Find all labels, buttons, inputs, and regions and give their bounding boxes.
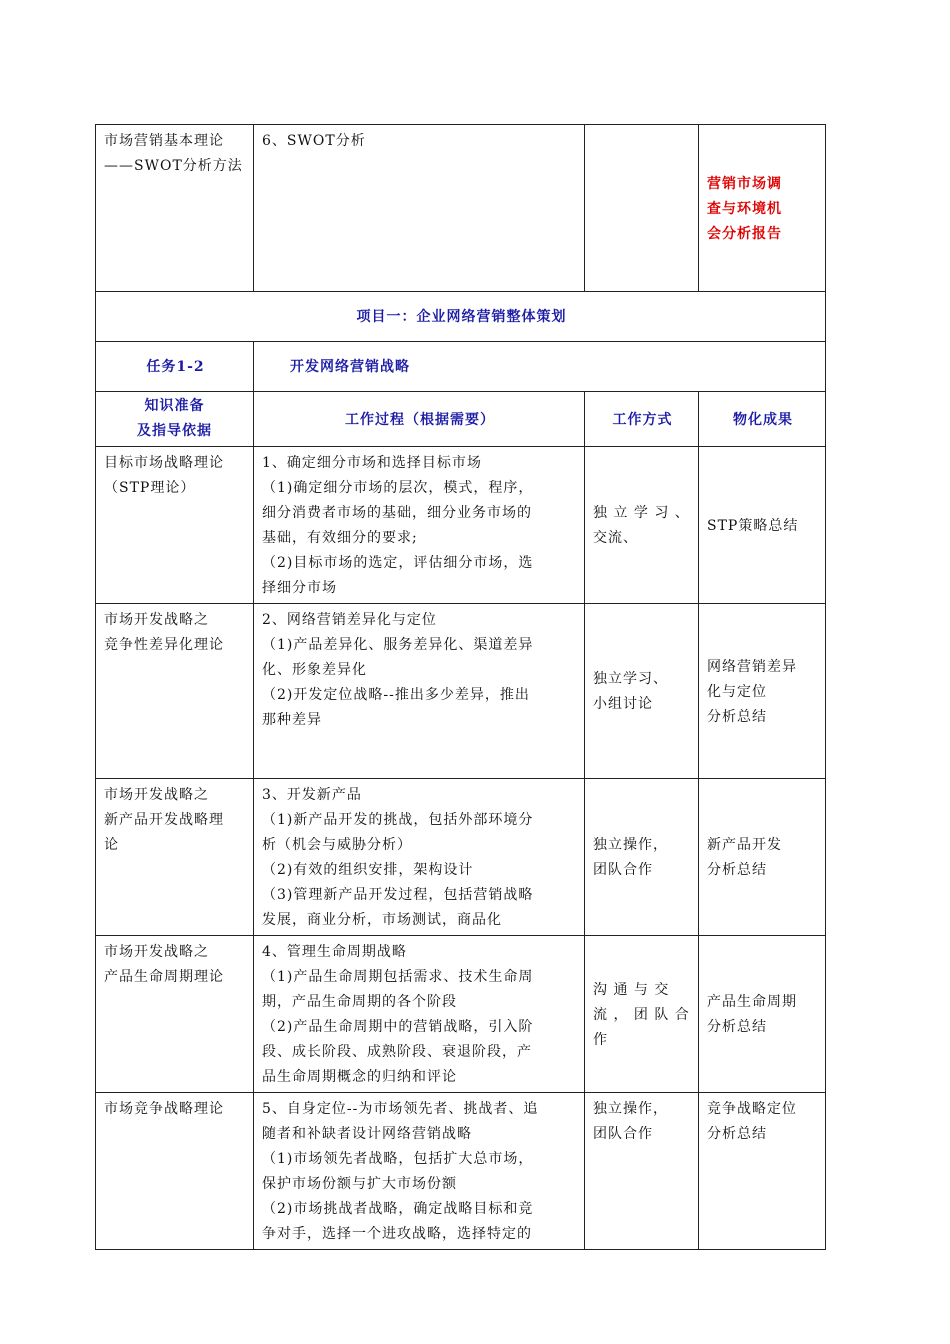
process-line: 随者和补缺者设计网络营销战略 — [262, 1126, 472, 1142]
process-line: 析（机会与威胁分析） — [262, 837, 412, 853]
process-line: 择细分市场 — [262, 580, 337, 596]
result-cell-report — [699, 125, 826, 292]
result-line: 网络营销差异 — [707, 658, 797, 675]
process-line: 争对手，选择一个进攻战略，选择特定的 — [262, 1226, 532, 1242]
process-cell — [254, 779, 585, 936]
process-line: 化、形象差异化 — [262, 662, 367, 678]
method-line: 沟 通 与 交 — [593, 981, 670, 998]
method-cell — [585, 1093, 699, 1250]
basis-line: 市场竞争战略理论 — [104, 1101, 224, 1117]
basis-line: ——SWOT分析方法 — [104, 158, 243, 174]
process-line: 2、网络营销差异化与定位 — [262, 612, 437, 628]
table-row-swot — [96, 125, 826, 292]
method-cell — [585, 779, 699, 936]
basis-line: 市场开发战略之 — [104, 787, 209, 803]
header-result: 物化成果 — [699, 392, 826, 447]
process-line: （2)目标市场的选定，评估细分市场，选 — [262, 555, 534, 571]
process-line: 6、SWOT分析 — [262, 133, 366, 149]
result-line: STP策略总结 — [707, 517, 799, 534]
process-line: 发展，商业分析，市场测试，商品化 — [262, 912, 502, 928]
result-line: 新产品开发 — [707, 837, 782, 853]
process-cell — [254, 936, 585, 1093]
result-cell — [699, 604, 826, 779]
method-line: 团队合作 — [593, 1126, 653, 1142]
process-line: （1)市场领先者战略，包括扩大总市场， — [262, 1151, 534, 1167]
basis-cell — [96, 125, 254, 292]
method-line: 独 立 学 习 、 — [593, 505, 690, 521]
result-line: 会分析报告 — [707, 225, 782, 242]
method-line: 流 ， 团 队 合 — [593, 1006, 690, 1023]
method-cell — [585, 447, 699, 604]
basis-line: 论 — [104, 837, 119, 853]
result-line: 化与定位 — [707, 683, 767, 700]
result-line: 营销市场调 — [707, 175, 782, 192]
method-line: 团队合作 — [593, 862, 653, 878]
project-title-row — [96, 292, 826, 342]
result-cell — [699, 779, 826, 936]
method-line: 独立操作， — [593, 837, 668, 853]
result-line: 竞争战略定位 — [707, 1101, 797, 1117]
header-basis-line: 知识准备 — [144, 398, 205, 414]
method-line: 作 — [593, 1031, 608, 1048]
basis-line: 目标市场战略理论 — [104, 455, 224, 471]
result-line: 查与环境机 — [707, 200, 782, 217]
method-line: 小组讨论 — [593, 696, 653, 712]
result-line: 分析总结 — [707, 1126, 767, 1142]
table-row — [96, 1093, 826, 1250]
table-row — [96, 779, 826, 936]
method-line: 独立学习、 — [593, 671, 668, 687]
process-cell — [254, 125, 585, 292]
project-title: 项目一：企业网络营销整体策划 — [96, 292, 826, 342]
basis-cell — [96, 604, 254, 779]
header-basis-line: 及指导依据 — [137, 423, 212, 439]
process-line: 4、管理生命周期战略 — [262, 944, 407, 960]
basis-line: （STP理论） — [104, 480, 196, 496]
process-line: 那种差异 — [262, 712, 322, 728]
result-cell — [699, 936, 826, 1093]
result-cell — [699, 1093, 826, 1250]
header-process: 工作过程（根据需要） — [254, 392, 585, 447]
basis-line: 市场开发战略之 — [104, 612, 209, 628]
process-line: （2)开发定位战略--推出多少差异，推出 — [262, 687, 530, 703]
basis-line: 产品生命周期理论 — [104, 969, 224, 985]
task-name: 开发网络营销战略 — [254, 342, 826, 392]
method-line: 独立操作， — [593, 1101, 668, 1117]
process-line: 品生命周期概念的归纳和评论 — [262, 1069, 457, 1085]
process-line: 细分消费者市场的基础，细分业务市场的 — [262, 505, 532, 521]
table-row — [96, 447, 826, 604]
process-line: （2)产品生命周期中的营销战略，引入阶 — [262, 1019, 534, 1035]
process-line: （1)确定细分市场的层次，模式，程序， — [262, 480, 534, 496]
table-row — [96, 604, 826, 779]
header-basis — [96, 392, 254, 447]
process-line: 保护市场份额与扩大市场份额 — [262, 1176, 457, 1192]
method-cell — [585, 125, 699, 292]
process-line: （1)产品差异化、服务差异化、渠道差异 — [262, 637, 534, 653]
process-line: （1)新产品开发的挑战，包括外部环境分 — [262, 812, 534, 828]
basis-line: 新产品开发战略理 — [104, 812, 224, 828]
process-line: 3、开发新产品 — [262, 787, 362, 803]
result-line: 产品生命周期 — [707, 994, 797, 1010]
course-table — [95, 124, 826, 1250]
result-cell — [699, 447, 826, 604]
basis-line: 竞争性差异化理论 — [104, 637, 224, 653]
method-cell — [585, 936, 699, 1093]
process-cell — [254, 447, 585, 604]
basis-cell — [96, 779, 254, 936]
basis-line: 市场营销基本理论 — [104, 133, 224, 149]
task-id: 任务1-2 — [96, 342, 254, 392]
task-row — [96, 342, 826, 392]
basis-cell — [96, 1093, 254, 1250]
method-cell — [585, 604, 699, 779]
process-line: 1、确定细分市场和选择目标市场 — [262, 455, 482, 471]
process-line: 基础，有效细分的要求; — [262, 530, 418, 546]
process-cell — [254, 1093, 585, 1250]
basis-cell — [96, 447, 254, 604]
process-line: 5、自身定位--为市场领先者、挑战者、追 — [262, 1101, 539, 1117]
process-line: （2)有效的组织安排，架构设计 — [262, 862, 474, 878]
process-line: （3)管理新产品开发过程，包括营销战略 — [262, 887, 534, 903]
result-line: 分析总结 — [707, 862, 767, 878]
table-row — [96, 936, 826, 1093]
result-line: 分析总结 — [707, 1019, 767, 1035]
process-line: 段、成长阶段、成熟阶段、衰退阶段，产 — [262, 1044, 532, 1060]
process-line: （2)市场挑战者战略，确定战略目标和竞 — [262, 1201, 534, 1217]
process-line: （1)产品生命周期包括需求、技术生命周 — [262, 969, 534, 985]
process-cell — [254, 604, 585, 779]
result-line: 分析总结 — [707, 708, 767, 725]
process-line: 期，产品生命周期的各个阶段 — [262, 994, 457, 1010]
basis-cell — [96, 936, 254, 1093]
basis-line: 市场开发战略之 — [104, 944, 209, 960]
method-line: 交流、 — [593, 530, 638, 546]
header-row — [96, 392, 826, 447]
header-method: 工作方式 — [585, 392, 699, 447]
